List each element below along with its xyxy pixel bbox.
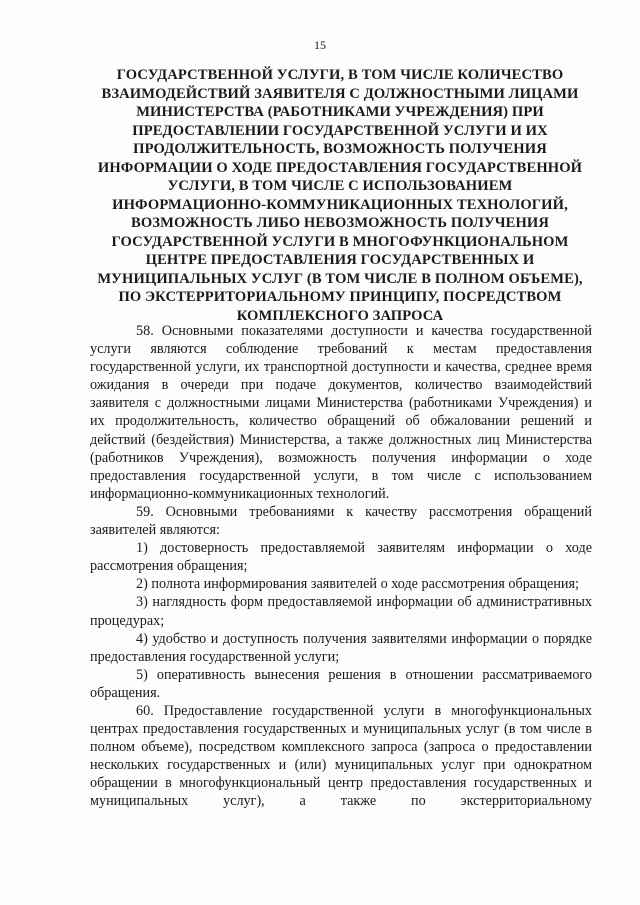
section-heading [80, 66, 600, 325]
requirement-item-2: 2) полнота информирования заявителей о ходе рассмотрения обращения; [136, 576, 579, 593]
heading-line: ГОСУДАРСТВЕННОЙ УСЛУГИ В МНОГОФУНКЦИОНАЛЬНОМ [111, 233, 569, 250]
requirement-item-4: 4) удобство и доступность получения заявителями информации о порядке предоставления государственной услуги; [90, 630, 592, 665]
requirement-item-3: 3) наглядность форм предоставляемой информации об административных процедурах; [90, 594, 592, 629]
body-text [90, 322, 592, 811]
heading-line: ЦЕНТРЕ ПРЕДОСТАВЛЕНИЯ ГОСУДАРСТВЕННЫХ И [145, 252, 535, 268]
heading-line: ВОЗМОЖНОСТЬ ЛИБО НЕВОЗМОЖНОСТЬ ПОЛУЧЕНИЯ [131, 215, 549, 231]
heading-line: УСЛУГИ, В ТОМ ЧИСЛЕ С ИСПОЛЬЗОВАНИЕМ [167, 178, 513, 194]
heading-line: ПРОДОЛЖИТЕЛЬНОСТЬ, ВОЗМОЖНОСТЬ ПОЛУЧЕНИЯ [133, 141, 547, 157]
requirement-item-1: 1) достоверность предоставляемой заявителям информации о ходе рассмотрения обращения; [90, 540, 592, 575]
heading-line: КОМПЛЕКСНОГО ЗАПРОСА [236, 307, 444, 324]
page-number: 15 [314, 38, 326, 52]
heading-line: ВЗАИМОДЕЙСТВИЙ ЗАЯВИТЕЛЯ С ДОЛЖНОСТНЫМИ ЛИЦАМИ [101, 85, 579, 102]
heading-line: ИНФОРМАЦИОННО-КОММУНИКАЦИОННЫХ ТЕХНОЛОГИЙ, [112, 196, 568, 213]
paragraph-60: 60. Предоставление государственной услуги в многофункциональных центрах предоставления государственных и муниципальных услуг (в том числе в полном объеме), посредством комплексного запроса (запроса о предоставлении нескольких государственных и (или) муниципальных услуг при однократном обращении в многофункциональный центр предоставления государственных и муниципальных услуг), а также по экстерриториальному [90, 702, 592, 810]
heading-line: ПО ЭКСТЕРРИТОРИАЛЬНОМУ ПРИНЦИПУ, ПОСРЕДСТВОМ [118, 289, 562, 305]
heading-line: ИНФОРМАЦИИ О ХОДЕ ПРЕДОСТАВЛЕНИЯ ГОСУДАРСТВЕННОЙ [97, 159, 583, 176]
heading-line: ПРЕДОСТАВЛЕНИИ ГОСУДАРСТВЕННОЙ УСЛУГИ И ИХ [132, 122, 548, 139]
requirement-item-5: 5) оперативность вынесения решения в отношении рассматриваемого обращения. [90, 666, 592, 701]
heading-line: МИНИСТЕРСТВА (РАБОТНИКАМИ УЧРЕЖДЕНИЯ) ПРИ [136, 104, 544, 120]
heading-line: МУНИЦИПАЛЬНЫХ УСЛУГ (В ТОМ ЧИСЛЕ В ПОЛНОМ ОБЪЕМЕ), [97, 270, 583, 287]
heading-line: ГОСУДАРСТВЕННОЙ УСЛУГИ, В ТОМ ЧИСЛЕ КОЛИЧЕСТВО [116, 67, 564, 83]
paragraph-58: 58. Основными показателями доступности и качества государственной услуги являются соблюдение требований к местам предоставления государственной услуги, их транспортной доступности и качества, среднее время ожидания в очереди при подаче документов, количество взаимодействий заявителя с должностными лицами Министерства (работниками Учреждения) и их продолжительность, количество обращений об обжаловании решений и действий (бездействия) Министерства, а также должностных лиц Министерства (работников Учреждения), возможность получения информации о ходе предоставления государственной услуги, в том числе с использованием информационно-коммуникационных технологий. [90, 323, 592, 502]
paragraph-59: 59. Основными требованиями к качеству рассмотрения обращений заявителей являются: [90, 503, 592, 539]
